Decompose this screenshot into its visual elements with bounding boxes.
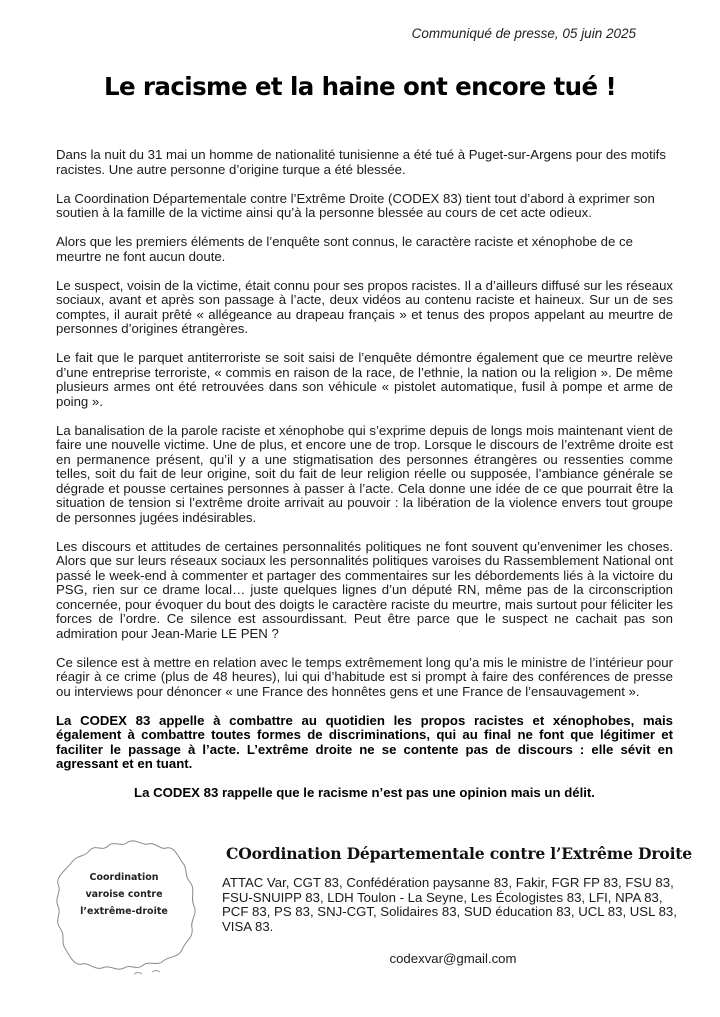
paragraph-intro: Dans la nuit du 31 mai un homme de nationalité tunisienne a été tué à Puget-sur-Argens pour des motifs racistes. Une autre personne d’origine turque a été blessée. (56, 147, 666, 177)
codex-logo (44, 832, 204, 982)
logo-text (44, 869, 204, 920)
call-to-action: La CODEX 83 appelle à combattre au quotidien les propos racistes et xénophobes, mais également à combattre toutes formes de discriminations, qui au final ne font que légitimer et faciliter le passage à l’acte. L’extrême droite ne se contente pas de discours : elle sévit en agressant et en tuant. (56, 712, 673, 771)
paragraph-support: La Coordination Départementale contre l’Extrême Droite (CODEX 83) tient tout d’abord à exprimer son soutien à la famille de la victime ainsi qu’à la personne blessée au cours de cet acte odieux. (56, 190, 655, 220)
logo-line: l’extrême-droite (80, 906, 168, 917)
paragraph-politicians: Les discours et attitudes de certaines personnalités politiques ne font souvent qu’envenimer les choses. Alors que sur leurs réseaux sociaux les personnalités politiques varoises du Rassemblement National ont passé le week-end à commenter et partager des commentaires sur les débordements liés à la victoire du PSG, rien sur ce drame local… juste quelques lignes d’un député RN, même pas de la circonscription concernée, pour évoquer du bout des doigts le caractère raciste du meurtre, mais surtout pour féliciter les forces de l’ordre. Ce silence est assourdissant. Peut être parce que le suspect ne cachait pas son admiration pour Jean-Marie LE PEN ? (56, 538, 673, 641)
dateline: Communiqué de presse, 05 juin 2025 (411, 26, 636, 41)
member-organizations: ATTAC Var, CGT 83, Confédération paysanne 83, Fakir, FGR FP 83, FSU 83, FSU-SNUIPP 83, LDH Toulon - La Seyne, Les Écologistes 83, LFI, NPA 83, PCF 83, PS 83, SNJ-CGT, Solidaires 83, SUD éducation 83, UCL 83, USL 83, VISA 83. (222, 875, 677, 934)
paragraph-antiterrorism: Le fait que le parquet antiterroriste se soit saisi de l’enquête démontre également que ce meurtre relève d’une entreprise terroriste, « commis en raison de la race, de l’ethnie, la nation ou la religion ». De même plusieurs armes ont été retrouvées dans son véhicule « pistolet automatique, fusil à pompe et arme de poing ». (56, 350, 673, 409)
page-title: Le racisme et la haine ont encore tué ! (103, 72, 617, 101)
paragraph-investigation: Alors que les premiers éléments de l’enquête sont connus, le caractère raciste et xénophobe de ce meurtre ne font aucun doute. (56, 234, 633, 264)
logo-line: Coordination (89, 872, 159, 883)
paragraph-banalisation: La banalisation de la parole raciste et xénophobe qui s’exprime depuis de longs mois maintenant vient de faire une nouvelle victime. Une de plus, et encore une de trop. Lorsque le discours de l’extrême droite est en permanence présent, qu’il y a une stigmatisation des personnes étrangères ou ressenties comme telles, soit du fait de leur origine, soit du fait de leur religion réelle ou supposée, l’ambiance générale se dégrade et pousse certaines personnes à passer à l’acte. Cela donne une idée de ce que pourrait être la situation de tension si l’extrême droite arrivait au pouvoir : la libération de la violence envers tout groupe de personnes jugées indésirables. (56, 422, 673, 525)
paragraph-suspect: Le suspect, voisin de la victime, était connu pour ses propos racistes. Il a d’ailleurs diffusé sur les réseaux sociaux, avant et après son passage à l’acte, deux vidéos au contenu raciste et haineux. Sur un de ses comptes, il aurait prêté « allégeance au drapeau français » et tenus des propos appelant au meurtre de personnes d’origines étrangères. (56, 277, 673, 336)
paragraph-minister: Ce silence est à mettre en relation avec le temps extrêmement long qu’a mis le ministre de l’intérieur pour réagir à ce crime (plus de 48 heures), lui qui d’habitude est si prompt à faire des conférences de presse ou interviews pour dénoncer « une France des honnêtes gens et une France de l’ensauvagement ». (56, 654, 673, 699)
logo-line: varoise contre (85, 889, 163, 900)
body-text (56, 148, 673, 815)
closing-statement: La CODEX 83 rappelle que le racisme n’est pas une opinion mais un délit. (134, 785, 595, 800)
org-name: COordination Départementale contre l’Extrême Droite (226, 844, 693, 863)
contact-email[interactable]: codexvar@gmail.com (389, 951, 517, 966)
